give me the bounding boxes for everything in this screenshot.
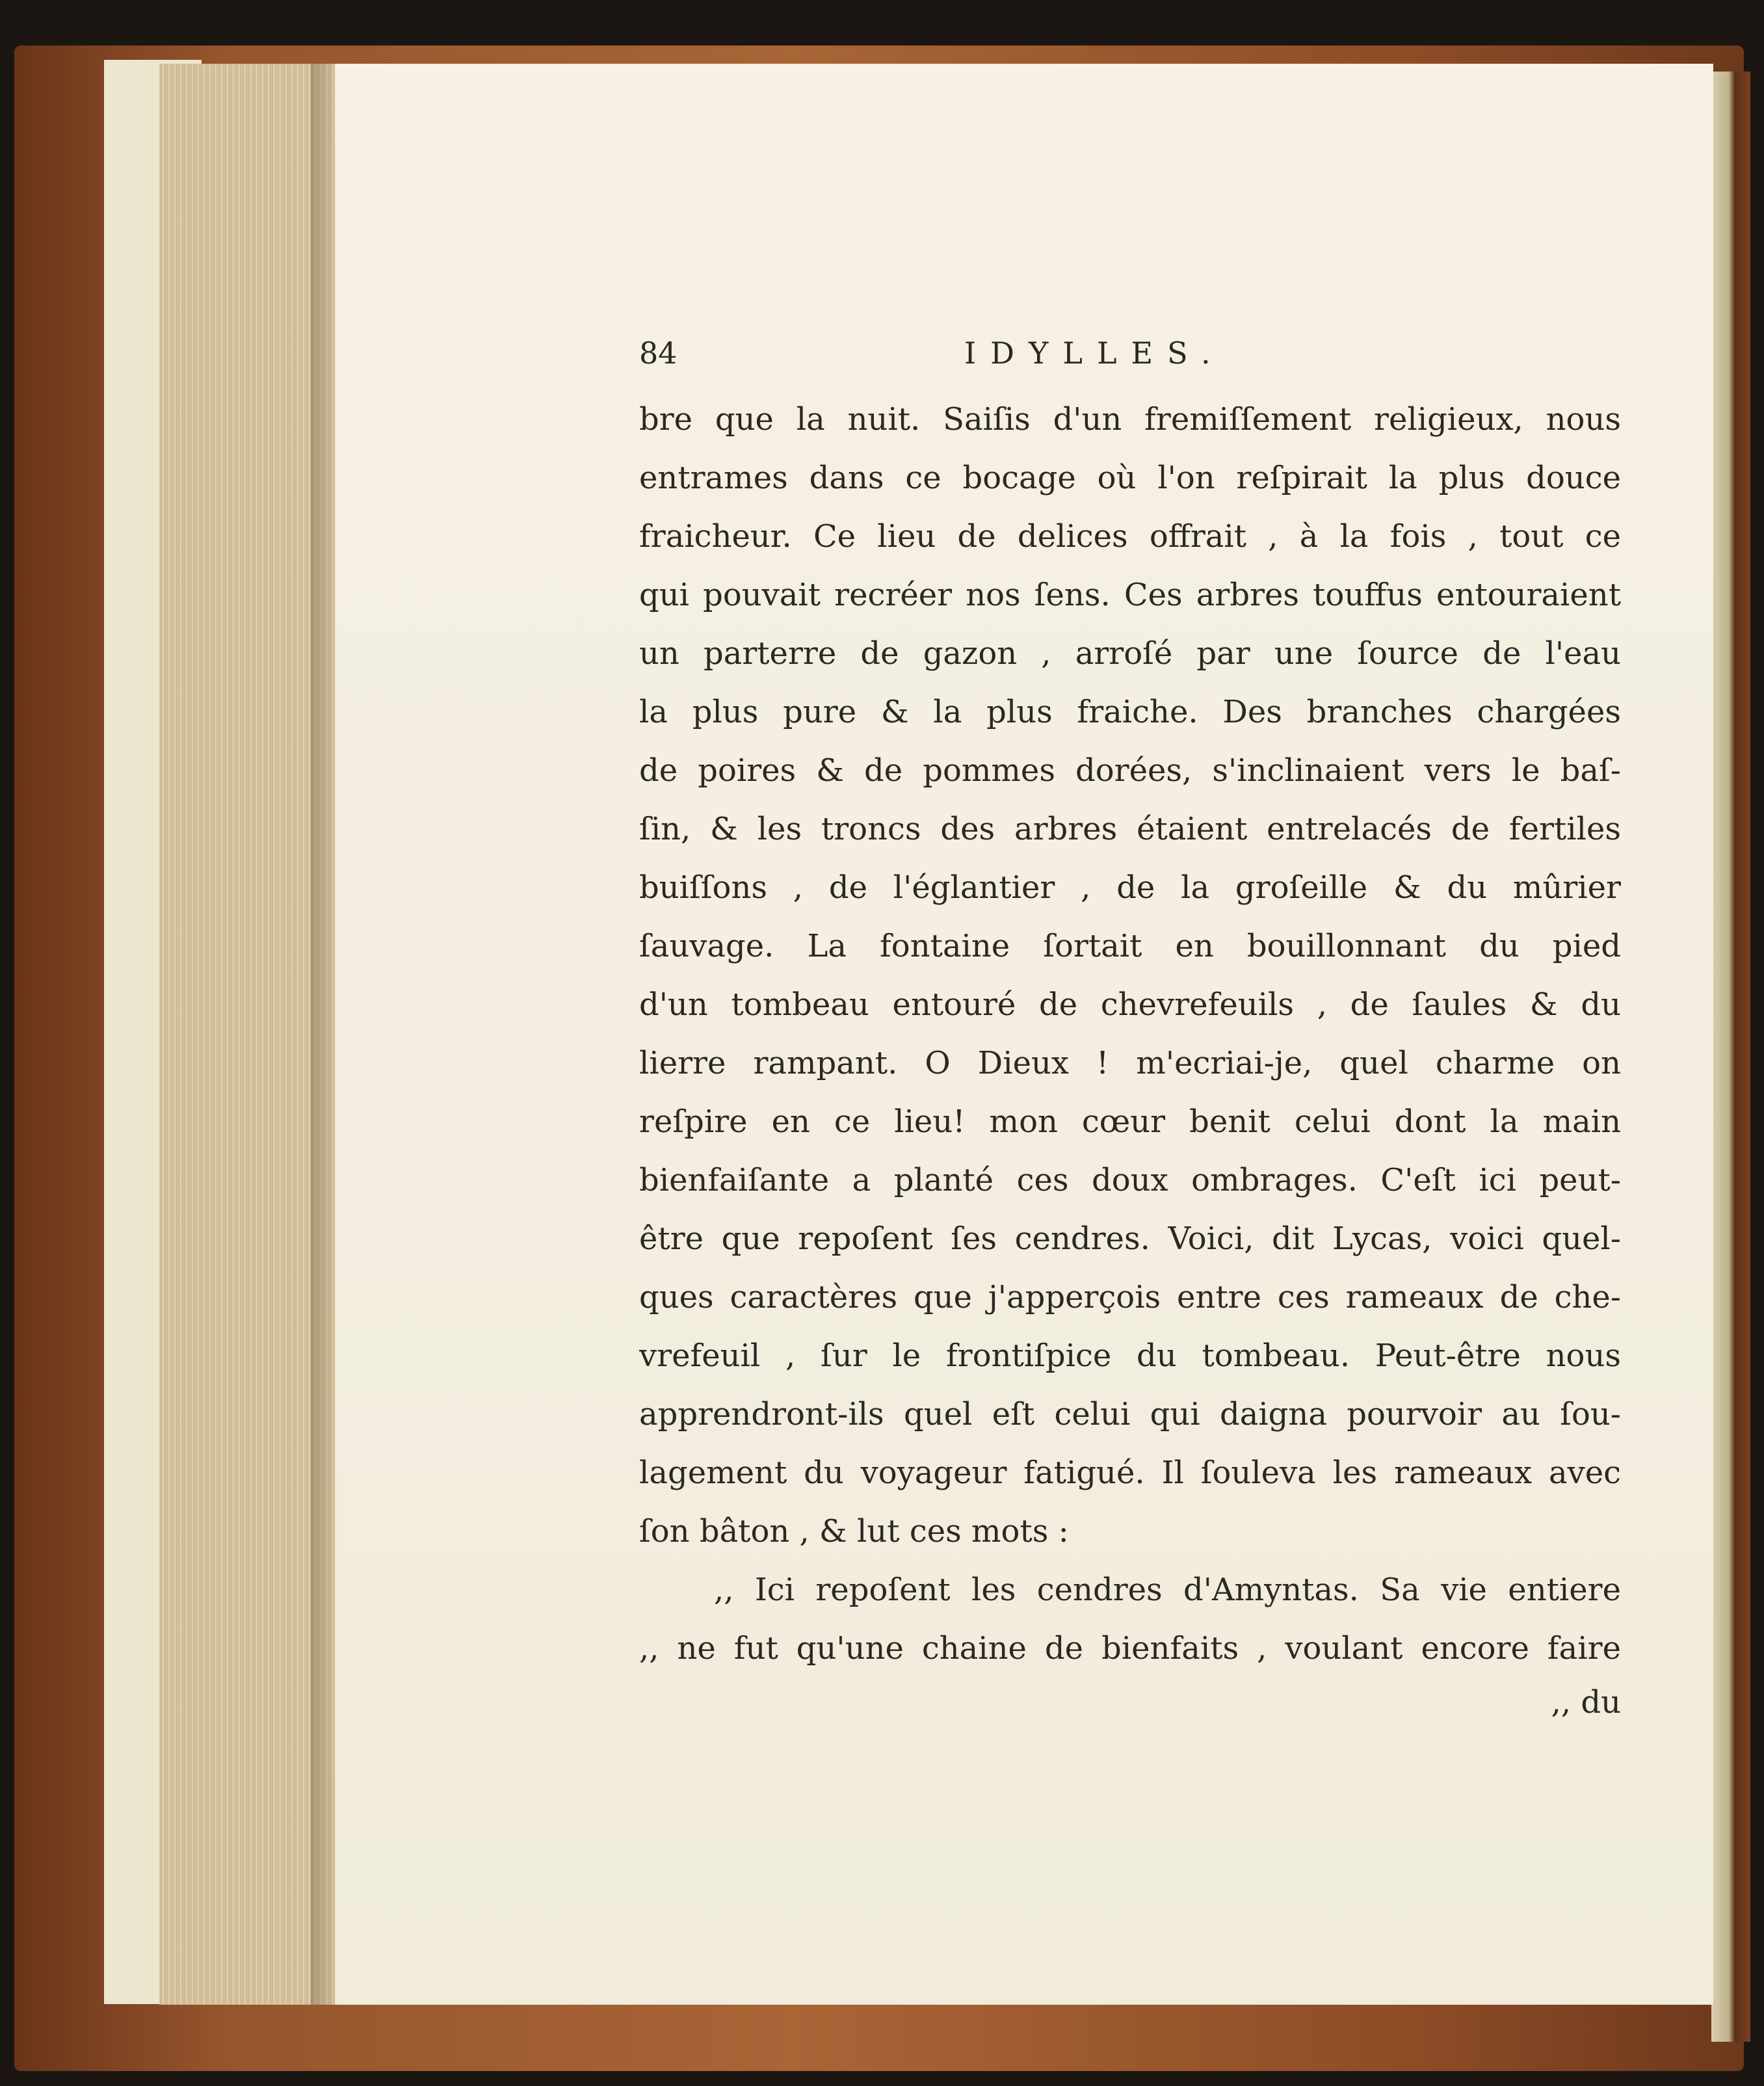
gutter-shadow: [311, 64, 337, 2005]
catchword: ,, du: [1551, 1684, 1621, 1721]
text-line: d'un tombeau entouré de chevrefeuils , de ſaules & du: [639, 986, 1621, 1023]
text-line: la plus pure & la plus fraiche. Des branches chargées: [639, 694, 1621, 730]
text-line: ſauvage. La fontaine ſortait en bouillonnant du pied: [639, 928, 1621, 964]
text-line: de poires & de pommes dorées, s'inclinaient vers le baſ-: [639, 752, 1621, 789]
text-line: bienfaiſante a planté ces doux ombrages. C'eſt ici peut-: [639, 1162, 1621, 1198]
text-line: entrames dans ce bocage où l'on reſpirait la plus douce: [639, 460, 1621, 496]
text-line: être que repoſent ſes cendres. Voici, dit Lycas, voici quel-: [639, 1221, 1621, 1257]
cover-right-edge: [1711, 72, 1750, 2042]
text-line: reſpire en ce lieu! mon cœur benit celui dont la main: [639, 1103, 1621, 1140]
text-line: buiſſons , de l'églantier , de la groſeille & du mûrier: [639, 869, 1621, 906]
text-line: ques caractères que j'apperçois entre ces rameaux de che-: [639, 1279, 1621, 1315]
text-line: ſin, & les troncs des arbres étaient entrelacés de fertiles: [639, 811, 1621, 847]
text-line: ſon bâton , & lut ces mots :: [639, 1513, 1069, 1550]
text-line: lierre rampant. O Dieux ! m'ecriai-je, quel charme on: [639, 1045, 1621, 1081]
text-line: lagement du voyageur fatigué. Il ſouleva les rameaux avec: [639, 1455, 1621, 1491]
body-text: [639, 390, 1621, 1678]
text-line: fraicheur. Ce lieu de delices offrait , à la fois , tout ce: [639, 518, 1621, 555]
page-number: 84: [639, 336, 678, 371]
epitaph-line: ,, Ici repoſent les cendres d'Amyntas. Sa vie entiere: [714, 1572, 1621, 1608]
text-line: qui pouvait recréer nos ſens. Ces arbres touffus entouraient: [639, 577, 1621, 613]
text-line: bre que la nuit. Saiſis d'un fremiſſement religieux, nous: [639, 401, 1621, 438]
text-line: apprendront-ils quel eſt celui qui daigna pourvoir au ſou-: [639, 1396, 1621, 1432]
text-line: vrefeuil , ſur le frontiſpice du tombeau. Peut-être nous: [639, 1338, 1621, 1374]
text-line: un parterre de gazon , arroſé par une ſource de l'eau: [639, 635, 1621, 672]
page-block-edges: [159, 64, 335, 2005]
epitaph-line: ,, ne fut qu'une chaine de bienfaits , voulant encore faire: [639, 1630, 1621, 1667]
running-head: [639, 336, 1621, 388]
running-title: IDYLLES.: [964, 336, 1225, 371]
